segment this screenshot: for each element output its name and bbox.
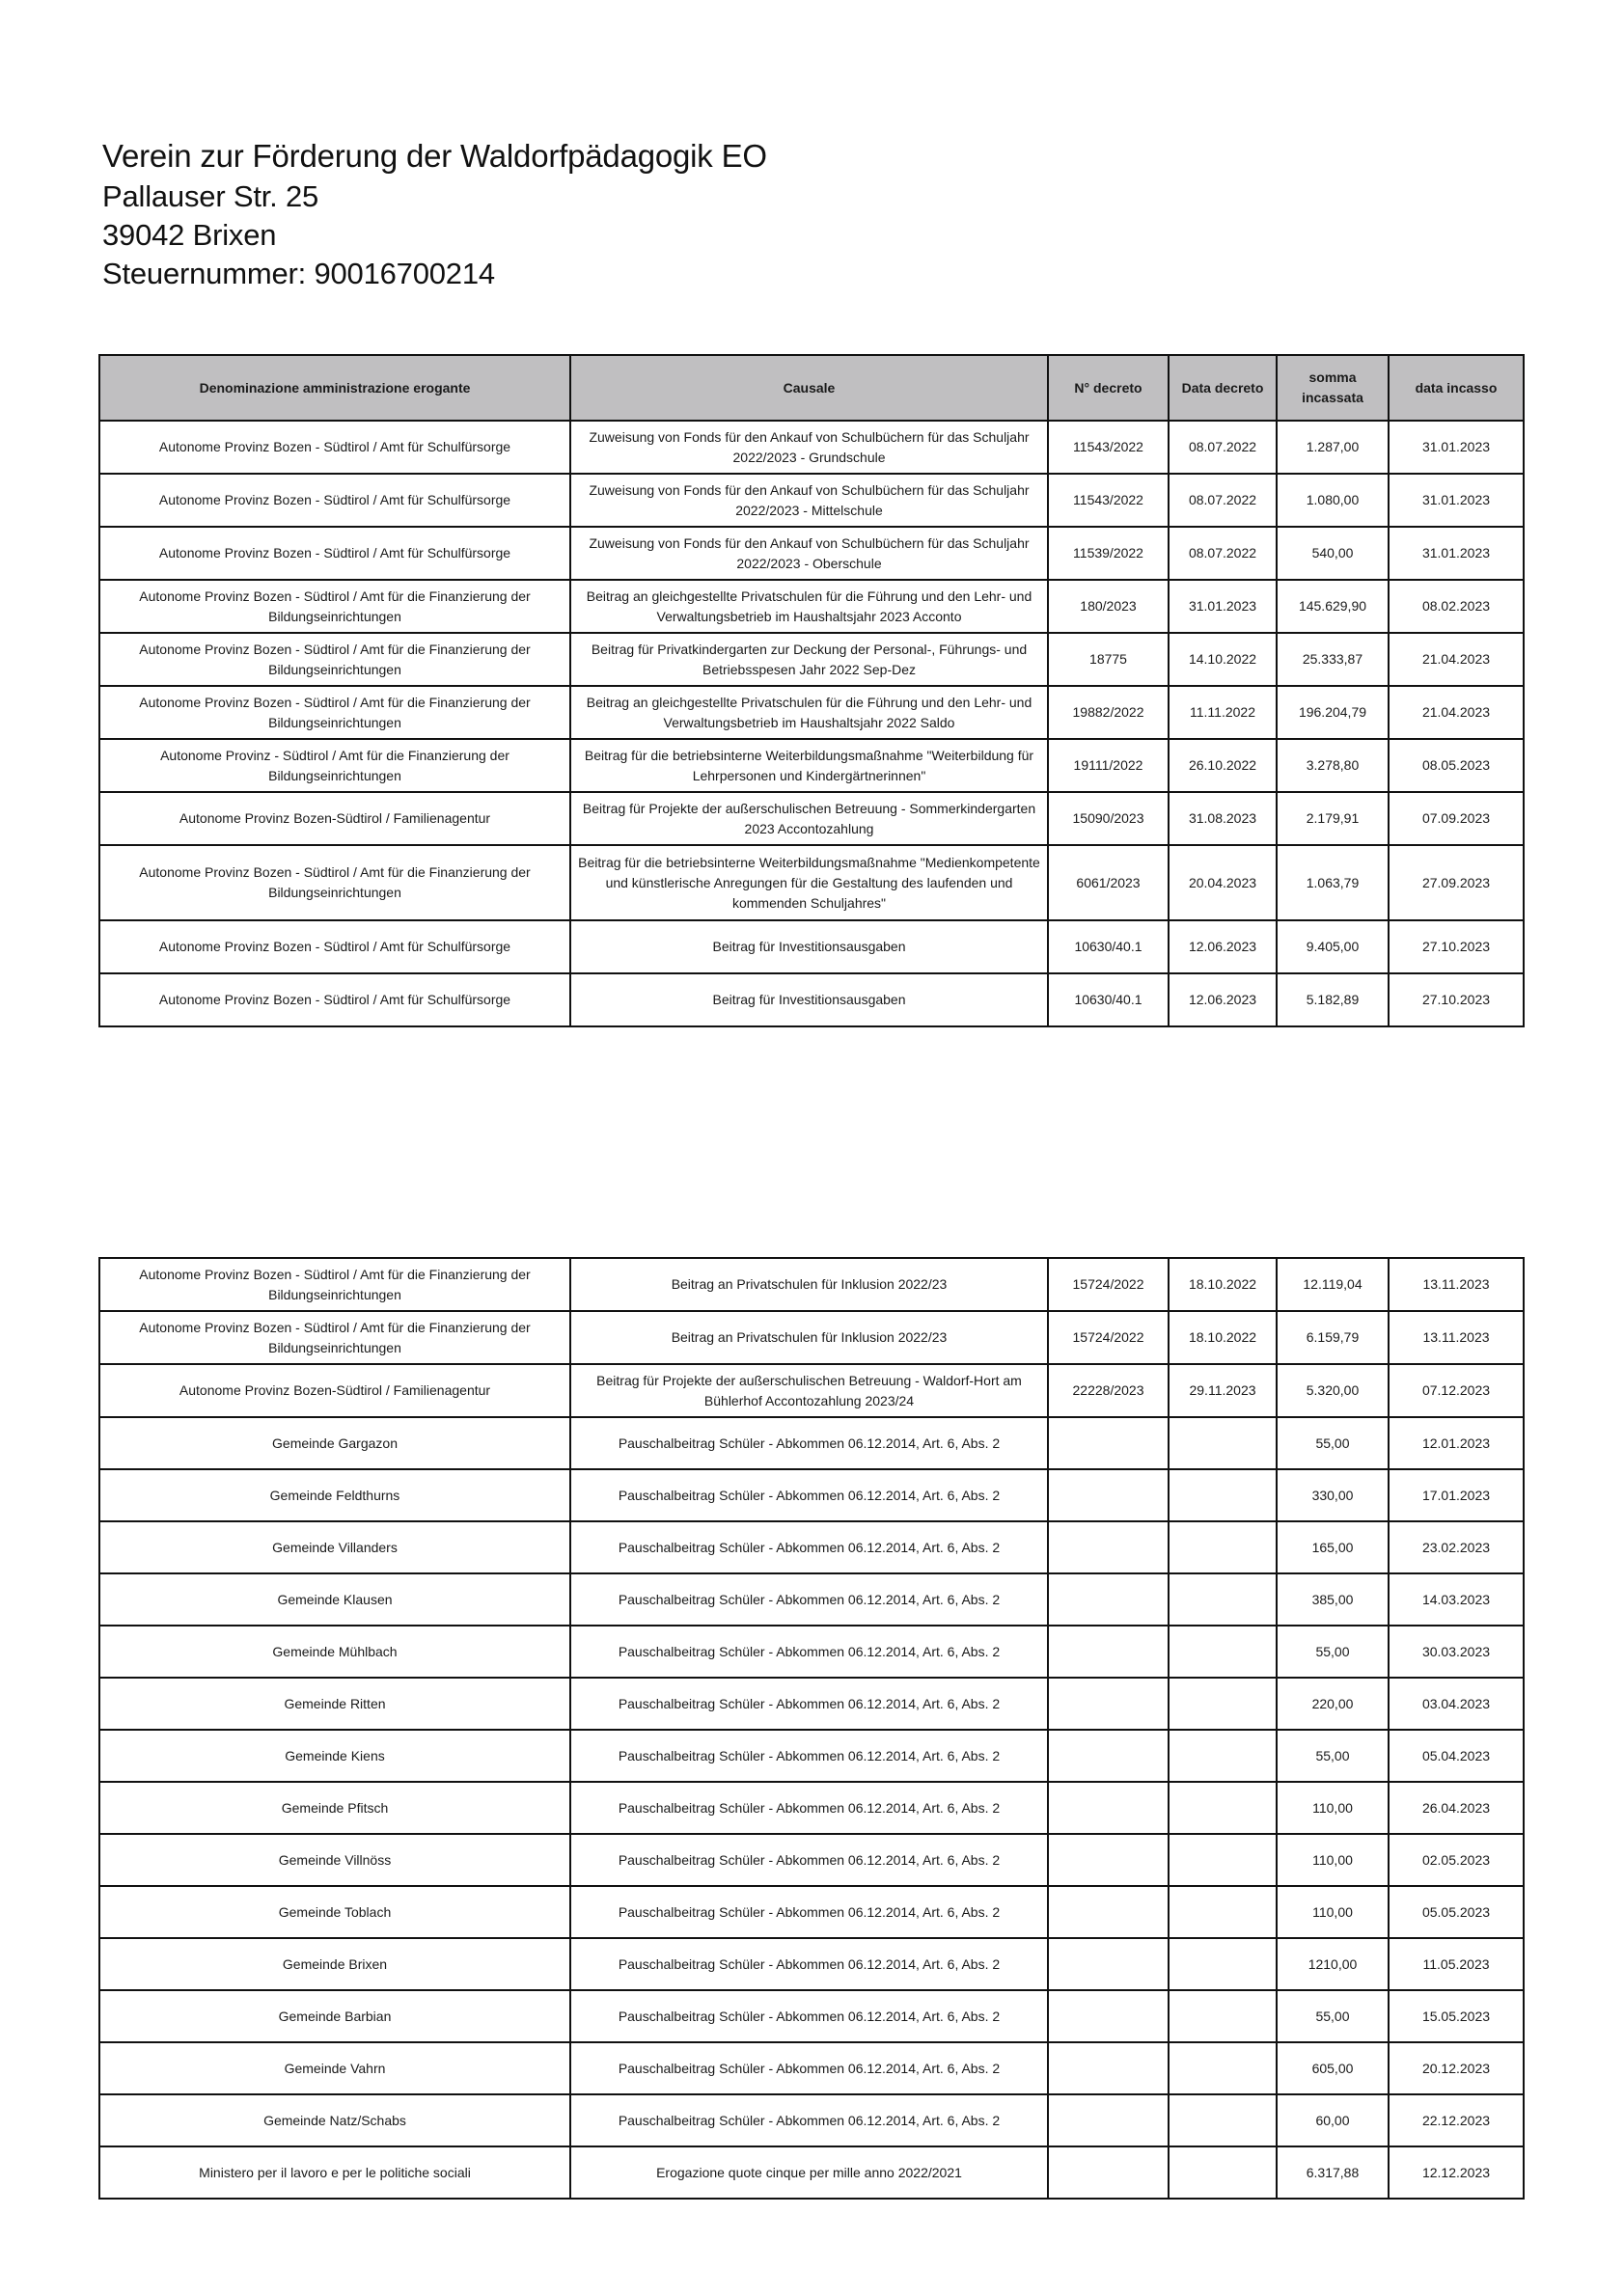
purpose-cell: Erogazione quote cinque per mille anno 2022/2021 [570,2146,1048,2199]
decree-number-cell [1048,1678,1169,1730]
received-date-cell: 08.02.2023 [1389,580,1524,633]
amount-cell: 220,00 [1277,1678,1389,1730]
entity-cell: Gemeinde Feldthurns [99,1469,570,1521]
decree-date-cell [1169,1521,1277,1573]
purpose-cell: Beitrag an gleichgestellte Privatschulen für die Führung und den Lehr- und Verwaltungsbetrieb im Haushaltsjahr 2023 Acconto [570,580,1048,633]
purpose-cell: Pauschalbeitrag Schüler - Abkommen 06.12.2014, Art. 6, Abs. 2 [570,2094,1048,2146]
amount-cell: 12.119,04 [1277,1258,1389,1311]
table-row [99,1678,1524,1730]
purpose-cell: Pauschalbeitrag Schüler - Abkommen 06.12.2014, Art. 6, Abs. 2 [570,1573,1048,1626]
table-row [99,1834,1524,1886]
entity-cell: Gemeinde Pfitsch [99,1782,570,1834]
decree-date-cell [1169,1469,1277,1521]
received-date-cell: 13.11.2023 [1389,1311,1524,1364]
table-row [99,1886,1524,1938]
entity-cell: Autonome Provinz Bozen - Südtirol / Amt für Schulfürsorge [99,973,570,1026]
table-header-row [99,355,1524,421]
decree-date-cell: 31.08.2023 [1169,792,1277,845]
entity-cell: Gemeinde Klausen [99,1573,570,1626]
decree-number-cell [1048,1834,1169,1886]
table-row [99,973,1524,1026]
received-date-cell: 12.01.2023 [1389,1417,1524,1469]
decree-number-cell: 11543/2022 [1048,421,1169,474]
amount-cell: 25.333,87 [1277,633,1389,686]
amount-cell: 145.629,90 [1277,580,1389,633]
received-date-cell: 30.03.2023 [1389,1626,1524,1678]
table-row [99,580,1524,633]
received-date-cell: 31.01.2023 [1389,474,1524,527]
decree-date-cell: 11.11.2022 [1169,686,1277,739]
entity-cell: Gemeinde Villnöss [99,1834,570,1886]
decree-number-cell [1048,1469,1169,1521]
purpose-cell: Pauschalbeitrag Schüler - Abkommen 06.12.2014, Art. 6, Abs. 2 [570,1417,1048,1469]
decree-date-cell [1169,1626,1277,1678]
purpose-cell: Zuweisung von Fonds für den Ankauf von Schulbüchern für das Schuljahr 2022/2023 - Oberschule [570,527,1048,580]
decree-date-cell: 31.01.2023 [1169,580,1277,633]
decree-date-cell [1169,1990,1277,2042]
table-row [99,920,1524,973]
table-row [99,1990,1524,2042]
table-row [99,1573,1524,1626]
purpose-cell: Pauschalbeitrag Schüler - Abkommen 06.12.2014, Art. 6, Abs. 2 [570,1886,1048,1938]
organization-city: 39042 Brixen [102,218,277,252]
decree-number-cell: 10630/40.1 [1048,920,1169,973]
purpose-cell: Pauschalbeitrag Schüler - Abkommen 06.12.2014, Art. 6, Abs. 2 [570,1938,1048,1990]
purpose-cell: Pauschalbeitrag Schüler - Abkommen 06.12.2014, Art. 6, Abs. 2 [570,1782,1048,1834]
entity-cell: Gemeinde Brixen [99,1938,570,1990]
table-row [99,1521,1524,1573]
entity-cell: Gemeinde Mühlbach [99,1626,570,1678]
table-row [99,792,1524,845]
entity-cell: Gemeinde Toblach [99,1886,570,1938]
entity-cell: Gemeinde Gargazon [99,1417,570,1469]
entity-cell: Autonome Provinz Bozen - Südtirol / Amt für die Finanzierung der Bildungseinrichtungen [99,633,570,686]
purpose-cell: Pauschalbeitrag Schüler - Abkommen 06.12.2014, Art. 6, Abs. 2 [570,1521,1048,1573]
table-row [99,1782,1524,1834]
purpose-cell: Pauschalbeitrag Schüler - Abkommen 06.12.2014, Art. 6, Abs. 2 [570,1834,1048,1886]
column-header-purpose: Causale [570,355,1048,421]
entity-cell: Gemeinde Vahrn [99,2042,570,2094]
entity-cell: Autonome Provinz Bozen - Südtirol / Amt für die Finanzierung der Bildungseinrichtungen [99,1311,570,1364]
entity-cell: Autonome Provinz Bozen-Südtirol / Familienagentur [99,792,570,845]
decree-number-cell: 11543/2022 [1048,474,1169,527]
amount-cell: 60,00 [1277,2094,1389,2146]
table-row [99,1730,1524,1782]
table-row [99,1258,1524,1311]
purpose-cell: Pauschalbeitrag Schüler - Abkommen 06.12.2014, Art. 6, Abs. 2 [570,2042,1048,2094]
amount-cell: 2.179,91 [1277,792,1389,845]
amount-cell: 55,00 [1277,1990,1389,2042]
purpose-cell: Beitrag für die betriebsinterne Weiterbildungsmaßnahme "Medienkompetente und künstlerische Anregungen für die Gestaltung des laufenden und kommenden Schuljahres" [570,845,1048,920]
decree-date-cell [1169,1886,1277,1938]
decree-date-cell [1169,1417,1277,1469]
decree-date-cell [1169,2094,1277,2146]
received-date-cell: 20.12.2023 [1389,2042,1524,2094]
received-date-cell: 26.04.2023 [1389,1782,1524,1834]
amount-cell: 1.063,79 [1277,845,1389,920]
amount-cell: 55,00 [1277,1730,1389,1782]
received-date-cell: 11.05.2023 [1389,1938,1524,1990]
purpose-cell: Beitrag für Projekte der außerschulischen Betreuung - Waldorf-Hort am Bühlerhof Accontozahlung 2023/24 [570,1364,1048,1417]
table-row [99,2094,1524,2146]
entity-cell: Autonome Provinz Bozen - Südtirol / Amt für die Finanzierung der Bildungseinrichtungen [99,1258,570,1311]
decree-number-cell [1048,2146,1169,2199]
entity-cell: Autonome Provinz Bozen - Südtirol / Amt für die Finanzierung der Bildungseinrichtungen [99,845,570,920]
entity-cell: Gemeinde Ritten [99,1678,570,1730]
purpose-cell: Beitrag für Projekte der außerschulischen Betreuung - Sommerkindergarten 2023 Accontozahlung [570,792,1048,845]
entity-cell: Autonome Provinz Bozen-Südtirol / Familienagentur [99,1364,570,1417]
table-row [99,474,1524,527]
amount-cell: 9.405,00 [1277,920,1389,973]
received-date-cell: 17.01.2023 [1389,1469,1524,1521]
decree-number-cell: 19111/2022 [1048,739,1169,792]
amount-cell: 110,00 [1277,1886,1389,1938]
entity-cell: Ministero per il lavoro e per le politiche sociali [99,2146,570,2199]
amount-cell: 3.278,80 [1277,739,1389,792]
decree-date-cell: 12.06.2023 [1169,973,1277,1026]
received-date-cell: 31.01.2023 [1389,527,1524,580]
decree-number-cell: 19882/2022 [1048,686,1169,739]
purpose-cell: Pauschalbeitrag Schüler - Abkommen 06.12.2014, Art. 6, Abs. 2 [570,1469,1048,1521]
entity-cell: Autonome Provinz Bozen - Südtirol / Amt für die Finanzierung der Bildungseinrichtungen [99,580,570,633]
decree-date-cell: 14.10.2022 [1169,633,1277,686]
decree-number-cell: 15090/2023 [1048,792,1169,845]
decree-number-cell [1048,1886,1169,1938]
grants-table-page1 [98,354,1525,1027]
decree-number-cell [1048,1782,1169,1834]
decree-number-cell [1048,1938,1169,1990]
purpose-cell: Beitrag an gleichgestellte Privatschulen für die Führung und den Lehr- und Verwaltungsbetrieb im Haushaltsjahr 2022 Saldo [570,686,1048,739]
decree-number-cell [1048,2094,1169,2146]
table-row [99,1417,1524,1469]
amount-cell: 6.159,79 [1277,1311,1389,1364]
table-row [99,421,1524,474]
amount-cell: 196.204,79 [1277,686,1389,739]
table-row [99,2042,1524,2094]
purpose-cell: Beitrag für Investitionsausgaben [570,920,1048,973]
received-date-cell: 21.04.2023 [1389,633,1524,686]
column-header-amount: somma incassata [1277,355,1389,421]
organization-tax-number: Steuernummer: 90016700214 [102,257,495,290]
entity-cell: Autonome Provinz Bozen - Südtirol / Amt für Schulfürsorge [99,421,570,474]
decree-number-cell [1048,1626,1169,1678]
table-row [99,633,1524,686]
decree-date-cell: 20.04.2023 [1169,845,1277,920]
received-date-cell: 08.05.2023 [1389,739,1524,792]
decree-number-cell: 15724/2022 [1048,1258,1169,1311]
amount-cell: 6.317,88 [1277,2146,1389,2199]
decree-date-cell [1169,2146,1277,2199]
decree-date-cell [1169,1730,1277,1782]
amount-cell: 165,00 [1277,1521,1389,1573]
table-row [99,2146,1524,2199]
entity-cell: Autonome Provinz Bozen - Südtirol / Amt für die Finanzierung der Bildungseinrichtungen [99,686,570,739]
entity-cell: Gemeinde Villanders [99,1521,570,1573]
decree-number-cell [1048,1417,1169,1469]
decree-number-cell [1048,1573,1169,1626]
decree-number-cell: 15724/2022 [1048,1311,1169,1364]
amount-cell: 385,00 [1277,1573,1389,1626]
entity-cell: Gemeinde Barbian [99,1990,570,2042]
amount-cell: 55,00 [1277,1417,1389,1469]
amount-cell: 5.320,00 [1277,1364,1389,1417]
received-date-cell: 27.10.2023 [1389,973,1524,1026]
received-date-cell: 03.04.2023 [1389,1678,1524,1730]
decree-number-cell: 6061/2023 [1048,845,1169,920]
table-row [99,1311,1524,1364]
purpose-cell: Pauschalbeitrag Schüler - Abkommen 06.12.2014, Art. 6, Abs. 2 [570,1678,1048,1730]
received-date-cell: 14.03.2023 [1389,1573,1524,1626]
decree-date-cell: 26.10.2022 [1169,739,1277,792]
received-date-cell: 07.12.2023 [1389,1364,1524,1417]
entity-cell: Autonome Provinz Bozen - Südtirol / Amt für Schulfürsorge [99,527,570,580]
decree-date-cell [1169,1678,1277,1730]
organization-name: Verein zur Förderung der Waldorfpädagogik EO [102,138,767,174]
table-row [99,739,1524,792]
purpose-cell: Beitrag für Investitionsausgaben [570,973,1048,1026]
purpose-cell: Pauschalbeitrag Schüler - Abkommen 06.12.2014, Art. 6, Abs. 2 [570,1626,1048,1678]
decree-date-cell [1169,1782,1277,1834]
entity-cell: Autonome Provinz Bozen - Südtirol / Amt für Schulfürsorge [99,474,570,527]
purpose-cell: Pauschalbeitrag Schüler - Abkommen 06.12.2014, Art. 6, Abs. 2 [570,1730,1048,1782]
received-date-cell: 22.12.2023 [1389,2094,1524,2146]
received-date-cell: 15.05.2023 [1389,1990,1524,2042]
organization-header [102,135,767,293]
grants-table-page2 [98,1257,1525,2200]
table-row [99,527,1524,580]
entity-cell: Autonome Provinz - Südtirol / Amt für die Finanzierung der Bildungseinrichtungen [99,739,570,792]
decree-date-cell [1169,1938,1277,1990]
decree-date-cell: 18.10.2022 [1169,1311,1277,1364]
received-date-cell: 23.02.2023 [1389,1521,1524,1573]
table-row [99,1938,1524,1990]
received-date-cell: 31.01.2023 [1389,421,1524,474]
column-header-decree-no: N° decreto [1048,355,1169,421]
amount-cell: 1210,00 [1277,1938,1389,1990]
decree-date-cell [1169,1573,1277,1626]
table-row [99,1626,1524,1678]
decree-date-cell: 12.06.2023 [1169,920,1277,973]
purpose-cell: Beitrag für Privatkindergarten zur Deckung der Personal-, Führungs- und Betriebsspesen Jahr 2022 Sep-Dez [570,633,1048,686]
decree-date-cell: 18.10.2022 [1169,1258,1277,1311]
entity-cell: Gemeinde Natz/Schabs [99,2094,570,2146]
entity-cell: Autonome Provinz Bozen - Südtirol / Amt für Schulfürsorge [99,920,570,973]
decree-date-cell: 08.07.2022 [1169,527,1277,580]
received-date-cell: 27.09.2023 [1389,845,1524,920]
decree-date-cell: 29.11.2023 [1169,1364,1277,1417]
decree-number-cell [1048,2042,1169,2094]
decree-number-cell [1048,1730,1169,1782]
decree-number-cell: 18775 [1048,633,1169,686]
decree-date-cell [1169,2042,1277,2094]
column-header-received-date: data incasso [1389,355,1524,421]
amount-cell: 330,00 [1277,1469,1389,1521]
table-row [99,1364,1524,1417]
received-date-cell: 05.04.2023 [1389,1730,1524,1782]
amount-cell: 1.080,00 [1277,474,1389,527]
amount-cell: 110,00 [1277,1782,1389,1834]
decree-number-cell: 180/2023 [1048,580,1169,633]
amount-cell: 605,00 [1277,2042,1389,2094]
received-date-cell: 27.10.2023 [1389,920,1524,973]
purpose-cell: Beitrag für die betriebsinterne Weiterbildungsmaßnahme "Weiterbildung für Lehrpersonen und Kindergärtnerinnen" [570,739,1048,792]
received-date-cell: 21.04.2023 [1389,686,1524,739]
purpose-cell: Pauschalbeitrag Schüler - Abkommen 06.12.2014, Art. 6, Abs. 2 [570,1990,1048,2042]
table-row [99,845,1524,920]
decree-date-cell: 08.07.2022 [1169,421,1277,474]
column-header-entity: Denominazione amministrazione erogante [99,355,570,421]
purpose-cell: Zuweisung von Fonds für den Ankauf von Schulbüchern für das Schuljahr 2022/2023 - Mittelschule [570,474,1048,527]
received-date-cell: 07.09.2023 [1389,792,1524,845]
decree-number-cell: 22228/2023 [1048,1364,1169,1417]
table-row [99,686,1524,739]
table-row [99,1469,1524,1521]
received-date-cell: 12.12.2023 [1389,2146,1524,2199]
decree-number-cell: 11539/2022 [1048,527,1169,580]
amount-cell: 5.182,89 [1277,973,1389,1026]
decree-number-cell [1048,1521,1169,1573]
received-date-cell: 02.05.2023 [1389,1834,1524,1886]
organization-street: Pallauser Str. 25 [102,179,319,213]
column-header-decree-date: Data decreto [1169,355,1277,421]
entity-cell: Gemeinde Kiens [99,1730,570,1782]
received-date-cell: 13.11.2023 [1389,1258,1524,1311]
amount-cell: 540,00 [1277,527,1389,580]
purpose-cell: Zuweisung von Fonds für den Ankauf von Schulbüchern für das Schuljahr 2022/2023 - Grundschule [570,421,1048,474]
decree-date-cell [1169,1834,1277,1886]
amount-cell: 110,00 [1277,1834,1389,1886]
purpose-cell: Beitrag an Privatschulen für Inklusion 2022/23 [570,1311,1048,1364]
decree-number-cell: 10630/40.1 [1048,973,1169,1026]
purpose-cell: Beitrag an Privatschulen für Inklusion 2022/23 [570,1258,1048,1311]
decree-number-cell [1048,1990,1169,2042]
amount-cell: 1.287,00 [1277,421,1389,474]
amount-cell: 55,00 [1277,1626,1389,1678]
decree-date-cell: 08.07.2022 [1169,474,1277,527]
received-date-cell: 05.05.2023 [1389,1886,1524,1938]
